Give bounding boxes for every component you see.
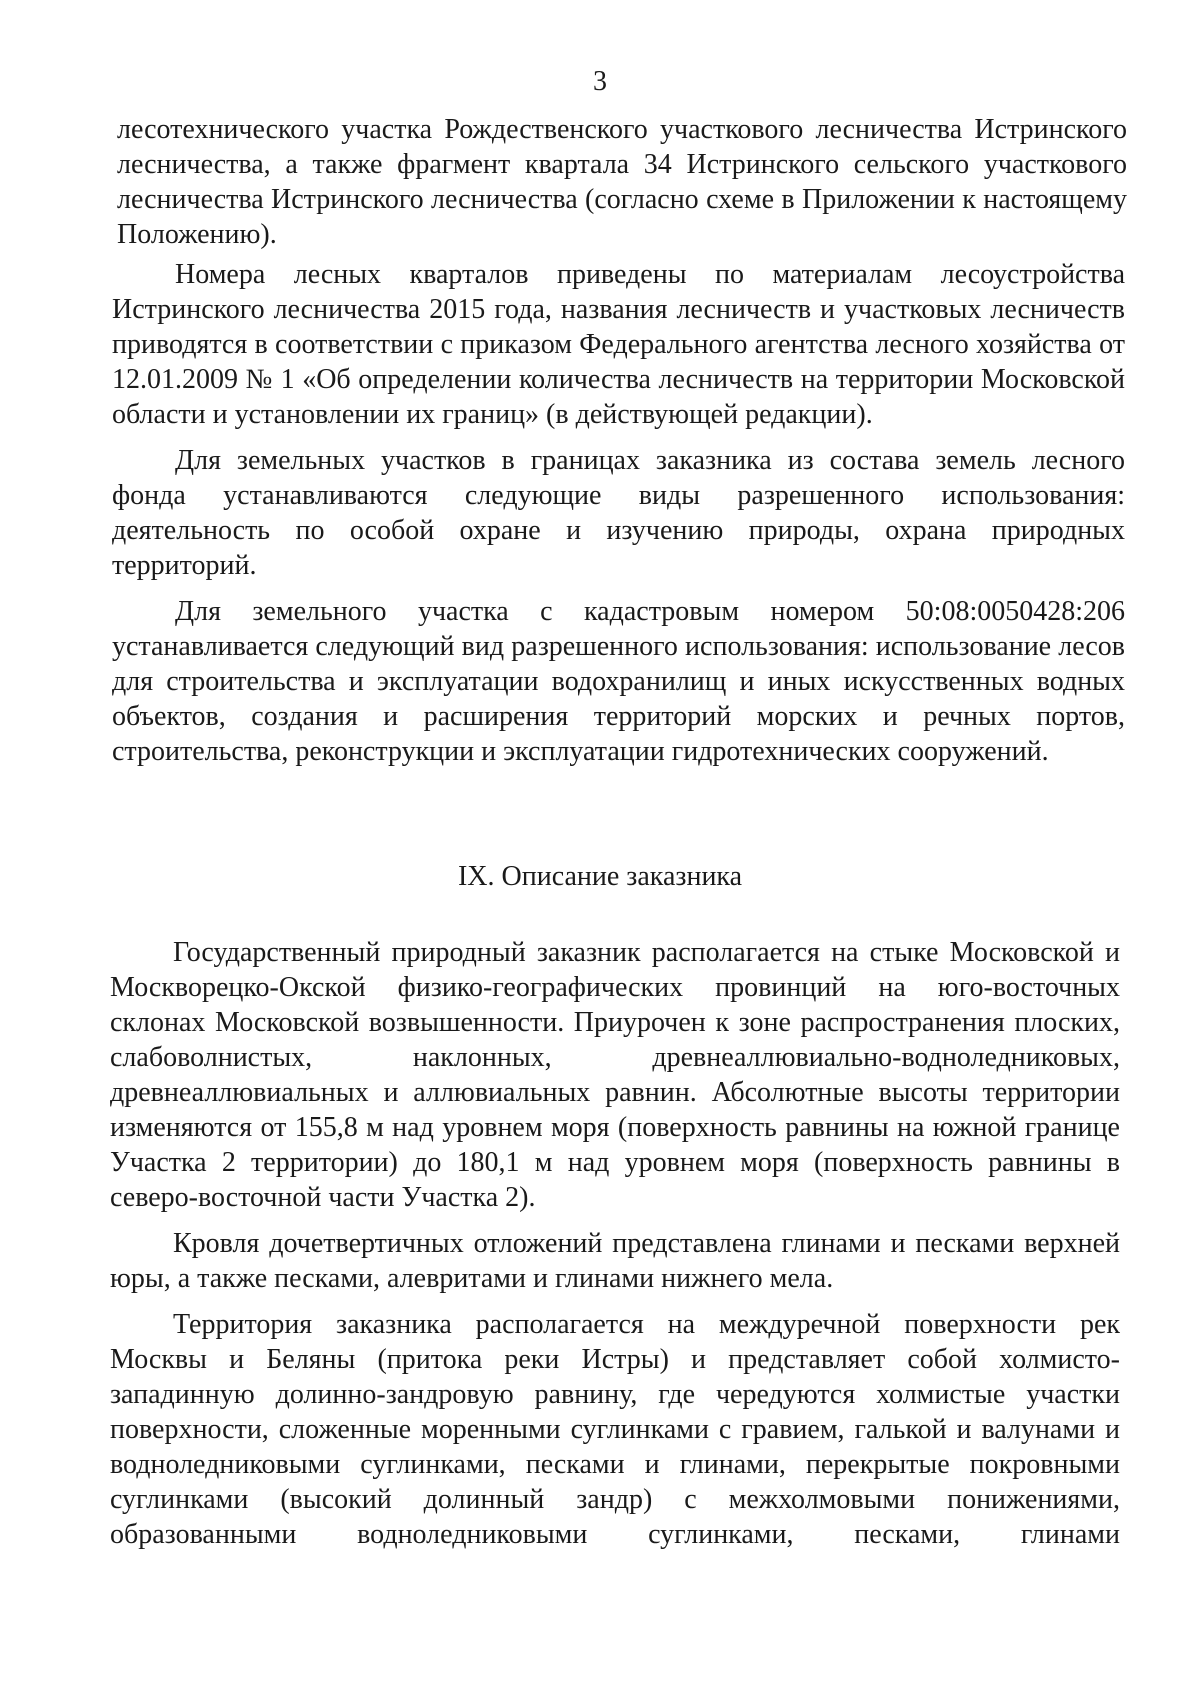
- paragraph-cadastral-land-use: Для земельного участка с кадастровым номером 50:08:0050428:206 устанавливается следующий вид разрешенного использования: использование лесов для строительства и эксплуатации водохранилищ и иных искусственных водных объектов, создания и расширения территорий морских и речных портов, строительства, реконструкции и эксплуатации гидротехнических сооружений.: [112, 596, 1125, 767]
- section-heading: IX. Описание заказника: [457, 861, 743, 892]
- paragraph-forest-quarters: Номера лесных кварталов приведены по материалам лесоустройства Истринского лесничества 2015 года, названия лесничеств и участковых лесничеств приводятся в соответствии с приказом Федерального агентства лесного хозяйства от 12.01.2009 № 1 «Об определении количества лесничеств на территории Московской области и установлении их границ» (в действующей редакции).: [112, 259, 1125, 430]
- text-block-regulations: [112, 257, 1125, 780]
- paragraph-relief: Территория заказника располагается на междуречной поверхности рек Москвы и Беляны (притока реки Истры) и представляет собой холмисто-западинную долинно-зандровую равнину, где чередуются холмистые участки поверхности, сложенные моренными суглинками с гравием, галькой и валунами и водноледниковыми суглинками, песками и глинами, перекрытые покровными суглинками (высокий долинный зандр) с межхолмовыми понижениями, образованными водноледниковыми суглинками, песками, глинами: [110, 1309, 1120, 1550]
- page-number: 3: [593, 66, 607, 97]
- paragraph-forest-fund-land-use: Для земельных участков в границах заказника из состава земель лесного фонда устанавливаются следующие виды разрешенного использования: деятельность по особой охране и изучению природы, охрана природных территорий.: [112, 445, 1125, 581]
- paragraph-geology: Кровля дочетвертичных отложений представлена глинами и песками верхней юры, а также песками, алевритами и глинами нижнего мела.: [110, 1228, 1120, 1294]
- paragraph-geography: Государственный природный заказник располагается на стыке Московской и Москворецко-Окской физико-географических провинций на юго-восточных склонах Московской возвышенности. Приурочен к зоне распространения плоских, слабоволнистых, наклонных, древнеаллювиально-водноледниковых, древнеаллювиальных и аллювиальных равнин. Абсолютные высоты территории изменяются от 155,8 м над уровнем моря (поверхность равнины на южной границе Участка 2 территории) до 180,1 м над уровнем моря (поверхность равнины в северо-восточной части Участка 2).: [110, 937, 1120, 1213]
- text-block-top: [117, 112, 1127, 263]
- text-block-description: [110, 935, 1120, 1563]
- paragraph-continuation: лесотехнического участка Рождественского участкового лесничества Истринского лесничества, а также фрагмент квартала 34 Истринского сельского участкового лесничества Истринского лесничества (согласно схеме в Приложении к настоящему Положению).: [117, 114, 1127, 250]
